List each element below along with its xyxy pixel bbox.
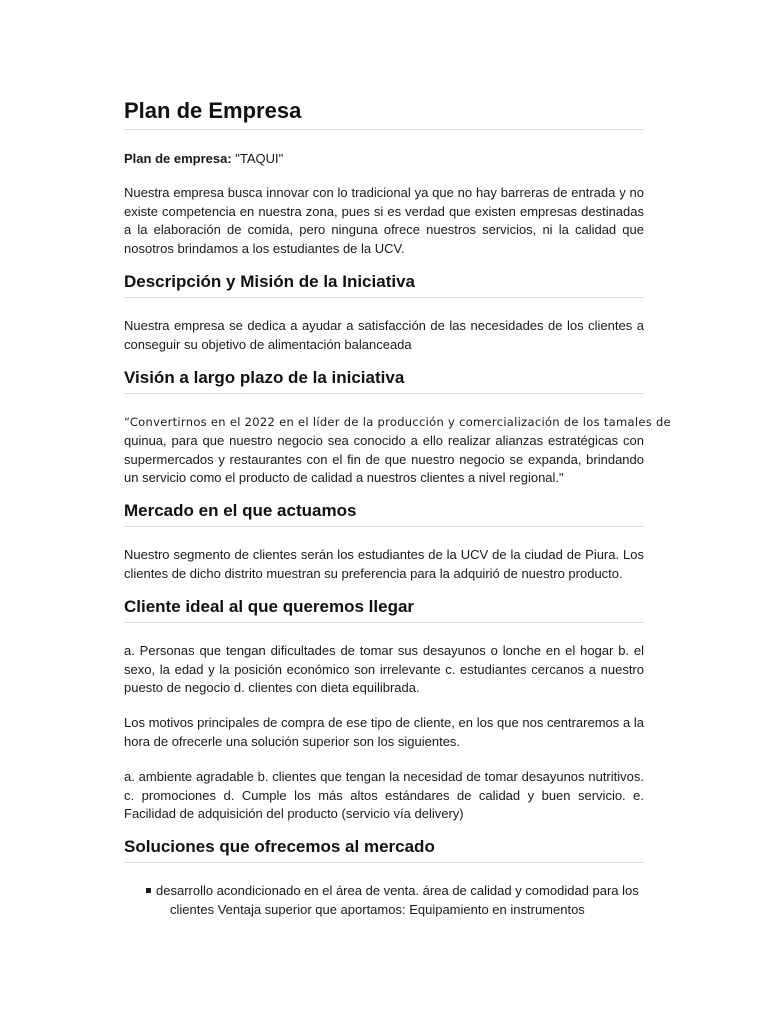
section-heading-mission: Descripción y Misión de la Iniciativa bbox=[124, 272, 415, 291]
section-divider bbox=[124, 393, 644, 394]
title-divider bbox=[124, 129, 644, 130]
section-heading-market: Mercado en el que actuamos bbox=[124, 501, 357, 520]
motives-list-paragraph: a. ambiente agradable b. clientes que tengan la necesidad de tomar desayunos nutritivos. c. promociones d. Cumple los más altos estándares de calidad y buen servicio. e. Facilidad de adquisición del producto (servicio vía delivery) bbox=[124, 769, 644, 821]
mission-paragraph: Nuestra empresa se dedica a ayudar a satisfacción de las necesidades de los clientes a conseguir su objetivo de alimentación balanceada bbox=[124, 318, 644, 352]
square-bullet-icon bbox=[146, 888, 151, 893]
section-heading-solutions: Soluciones que ofrecemos al mercado bbox=[124, 837, 435, 856]
section-divider bbox=[124, 622, 644, 623]
plan-name: "TAQUI" bbox=[235, 151, 284, 166]
page-title: Plan de Empresa bbox=[124, 98, 302, 123]
vision-paragraph: quinua, para que nuestro negocio sea conocido a ello realizar alianzas estratégicas con supermercados y restaurantes con el fin de que nuestro negocio se expanda, brindando un servicio como el producto de calidad a nuestros clientes a nivel regional." bbox=[124, 433, 644, 485]
list-item-line2: clientes Ventaja superior que aportamos: Equipamiento en instrumentos bbox=[170, 901, 585, 917]
ideal-client-paragraph: a. Personas que tengan dificultades de tomar sus desayunos o lonche en el hogar b. el sexo, la edad y la posición económico son irrelevante c. estudiantes cercanos a nuestro puesto de negocio d. clientes con dieta equilibrada. bbox=[124, 643, 644, 695]
solutions-list bbox=[146, 882, 644, 919]
section-heading-vision: Visión a largo plazo de la iniciativa bbox=[124, 368, 405, 387]
intro-paragraph: Nuestra empresa busca innovar con lo tradicional ya que no hay barreras de entrada y no existe competencia en nuestra zona, pues si es verdad que existen empresas destinadas a la elaboración de comida, pero ninguna ofrece nuestros servicios, ni la calidad que nosotros brindamos a los estudiantes de la UCV. bbox=[124, 185, 644, 256]
section-divider bbox=[124, 862, 644, 863]
section-divider bbox=[124, 297, 644, 298]
section-divider bbox=[124, 526, 644, 527]
vision-quote-line: “Convertirnos en el 2022 en el líder de la producción y comercialización de los tamales de bbox=[124, 415, 671, 429]
purchase-motives-paragraph: Los motivos principales de compra de ese tipo de cliente, en los que nos centraremos a la hora de ofrecerle una solución superior son los siguientes. bbox=[124, 715, 644, 749]
list-item bbox=[146, 882, 644, 919]
market-paragraph: Nuestro segmento de clientes serán los estudiantes de la UCV de la ciudad de Piura. Los clientes de dicho distrito muestran su preferencia para la adquirió de nuestro producto. bbox=[124, 547, 644, 581]
plan-name-line bbox=[124, 150, 644, 169]
section-heading-ideal-client: Cliente ideal al que queremos llegar bbox=[124, 597, 415, 616]
list-item-line1: desarrollo acondicionado en el área de venta. área de calidad y comodidad para los bbox=[156, 883, 639, 898]
plan-label: Plan de empresa: bbox=[124, 151, 232, 166]
